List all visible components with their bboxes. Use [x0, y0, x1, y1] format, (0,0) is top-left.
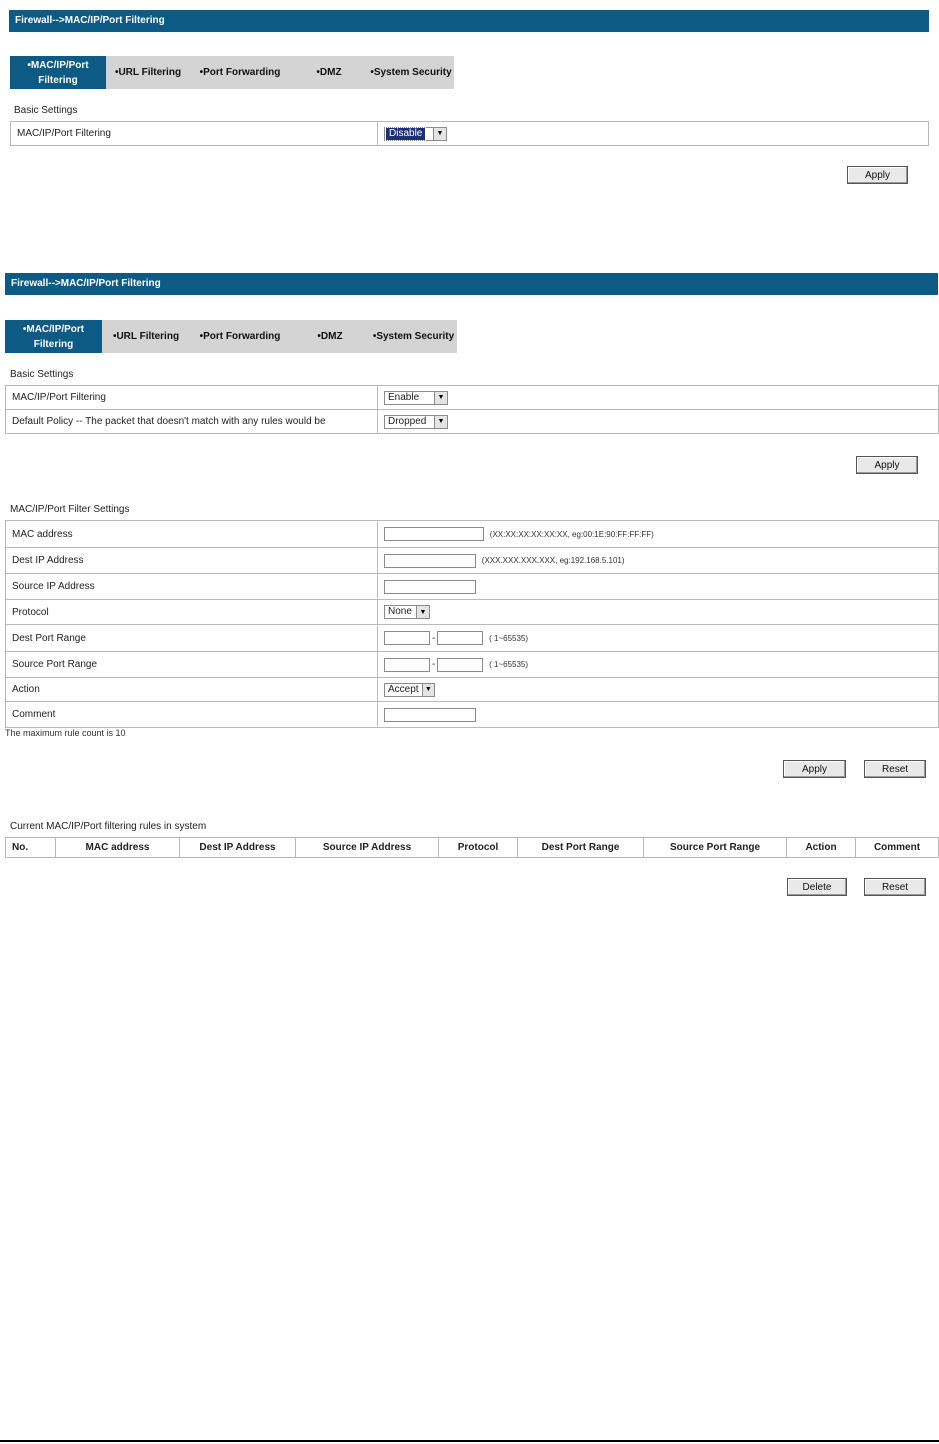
panel1-tab-bar [10, 56, 454, 89]
tab-port-forwarding[interactable] [190, 56, 290, 89]
panel2-title-bar [5, 273, 938, 295]
column-header-comment: Comment [856, 838, 939, 858]
table-row [6, 410, 939, 434]
table-row [6, 625, 939, 652]
panel1-basic-settings-title: Basic Settings [14, 105, 78, 116]
page-divider [0, 1440, 939, 1442]
tab-system-security[interactable] [368, 56, 454, 89]
select-value: Disable [386, 128, 425, 140]
table-row [6, 678, 939, 702]
table-row [6, 548, 939, 574]
dest-ip-label: Dest IP Address [6, 548, 378, 574]
range-dash: - [432, 659, 436, 670]
table-row [6, 386, 939, 410]
table-row [6, 574, 939, 600]
tab-label: •System Security [370, 67, 452, 78]
settings-reset-button[interactable] [864, 760, 926, 778]
tab-dmz[interactable] [290, 320, 370, 353]
source-port-hint: ( 1~65535) [489, 660, 529, 669]
select-value: None [388, 606, 412, 617]
column-header-source-port: Source Port Range [644, 838, 787, 858]
tab-port-forwarding[interactable] [190, 320, 290, 353]
panel1-title-bar [9, 10, 929, 32]
dest-port-end-input[interactable] [437, 631, 483, 645]
rules-table [5, 837, 939, 858]
filtering-label: MAC/IP/Port Filtering [6, 386, 378, 410]
tab-dmz[interactable] [290, 56, 368, 89]
panel1-basic-settings-table [10, 121, 929, 146]
tab-label: •MAC/IP/Port Filtering [27, 59, 89, 86]
button-label: Apply [801, 763, 827, 775]
tab-mac-ip-port-filtering[interactable] [10, 56, 106, 89]
dest-port-hint: ( 1~65535) [489, 633, 529, 643]
chevron-down-icon: ▼ [434, 392, 447, 404]
max-rule-note: The maximum rule count is 10 [5, 728, 126, 738]
button-label: Apply [864, 169, 890, 181]
mac-address-hint: (XX:XX:XX:XX:XX:XX, eg:00:1E:90:FF:FF:FF) [489, 529, 654, 539]
panel2-basic-settings-table [5, 385, 939, 434]
chevron-down-icon: ▼ [433, 128, 446, 140]
source-port-start-input[interactable] [384, 658, 430, 672]
protocol-label: Protocol [6, 600, 378, 625]
settings-apply-button[interactable] [783, 760, 846, 778]
rules-reset-button[interactable] [864, 878, 926, 896]
button-label: Reset [881, 763, 909, 775]
column-header-dest-ip: Dest IP Address [180, 838, 296, 858]
select-value: Accept [388, 683, 419, 695]
column-header-dest-port: Dest Port Range [518, 838, 644, 858]
tab-label: •MAC/IP/Port Filtering [22, 323, 85, 350]
rules-delete-button[interactable] [787, 878, 847, 896]
filtering-label: MAC/IP/Port Filtering [11, 122, 378, 146]
default-policy-label: Default Policy -- The packet that doesn't match with any rules would be [6, 410, 378, 434]
tab-label: •Port Forwarding [199, 67, 281, 78]
panel2-basic-settings-title: Basic Settings [10, 369, 74, 380]
action-select[interactable] [384, 683, 435, 697]
filtering-select[interactable] [384, 127, 447, 141]
source-port-end-input[interactable] [437, 658, 483, 672]
tab-label: •DMZ [316, 67, 342, 78]
tab-label: •URL Filtering [114, 67, 182, 78]
button-label: Reset [881, 881, 909, 893]
tab-mac-ip-port-filtering[interactable] [5, 320, 102, 353]
chevron-down-icon: ▼ [416, 606, 429, 618]
table-row [6, 521, 939, 548]
chevron-down-icon: ▼ [422, 684, 434, 696]
button-label: Delete [802, 881, 832, 893]
column-header-action: Action [787, 838, 856, 858]
dest-ip-hint: (XXX.XXX.XXX.XXX, eg:192.168.5.101) [481, 556, 625, 565]
source-port-range-label: Source Port Range [6, 652, 378, 678]
dest-port-start-input[interactable] [384, 631, 430, 645]
default-policy-select[interactable] [384, 415, 448, 429]
source-ip-label: Source IP Address [6, 574, 378, 600]
column-header-no: No. [6, 838, 56, 858]
table-header-row [6, 838, 939, 858]
table-row [6, 652, 939, 678]
action-label: Action [6, 678, 378, 702]
select-value: Dropped [388, 415, 427, 427]
tab-label: •System Security [372, 331, 455, 342]
button-label: Apply [874, 459, 900, 471]
source-ip-input[interactable] [384, 580, 476, 594]
mac-address-input[interactable] [384, 527, 484, 541]
rules-table-title: Current MAC/IP/Port filtering rules in system [10, 821, 207, 832]
filter-settings-title: MAC/IP/Port Filter Settings [10, 504, 130, 515]
panel2-title: Firewall-->MAC/IP/Port Filtering [11, 278, 161, 289]
comment-label: Comment [6, 702, 378, 728]
tab-label: •DMZ [317, 331, 343, 342]
column-header-source-ip: Source IP Address [296, 838, 439, 858]
table-row [6, 702, 939, 728]
mac-address-label: MAC address [6, 521, 378, 548]
panel1-apply-button[interactable] [847, 166, 908, 184]
dest-port-range-label: Dest Port Range [6, 625, 378, 652]
table-row [11, 122, 929, 146]
panel1-title: Firewall-->MAC/IP/Port Filtering [15, 15, 165, 26]
comment-input[interactable] [384, 708, 476, 722]
tab-label: •URL Filtering [112, 331, 180, 342]
column-header-protocol: Protocol [439, 838, 518, 858]
protocol-select[interactable] [384, 605, 430, 619]
tab-url-filtering[interactable] [102, 320, 190, 353]
tab-url-filtering[interactable] [106, 56, 190, 89]
column-header-mac: MAC address [56, 838, 180, 858]
dest-ip-input[interactable] [384, 554, 476, 568]
filter-settings-table [5, 520, 939, 728]
chevron-down-icon: ▼ [434, 416, 447, 428]
select-value: Enable [388, 391, 420, 403]
panel2-tab-bar [5, 320, 457, 353]
basic-apply-button[interactable] [856, 456, 918, 474]
tab-system-security[interactable] [370, 320, 457, 353]
tab-label: •Port Forwarding [199, 331, 281, 342]
range-dash: - [432, 632, 436, 644]
table-row [6, 600, 939, 625]
filtering-select[interactable] [384, 391, 448, 405]
